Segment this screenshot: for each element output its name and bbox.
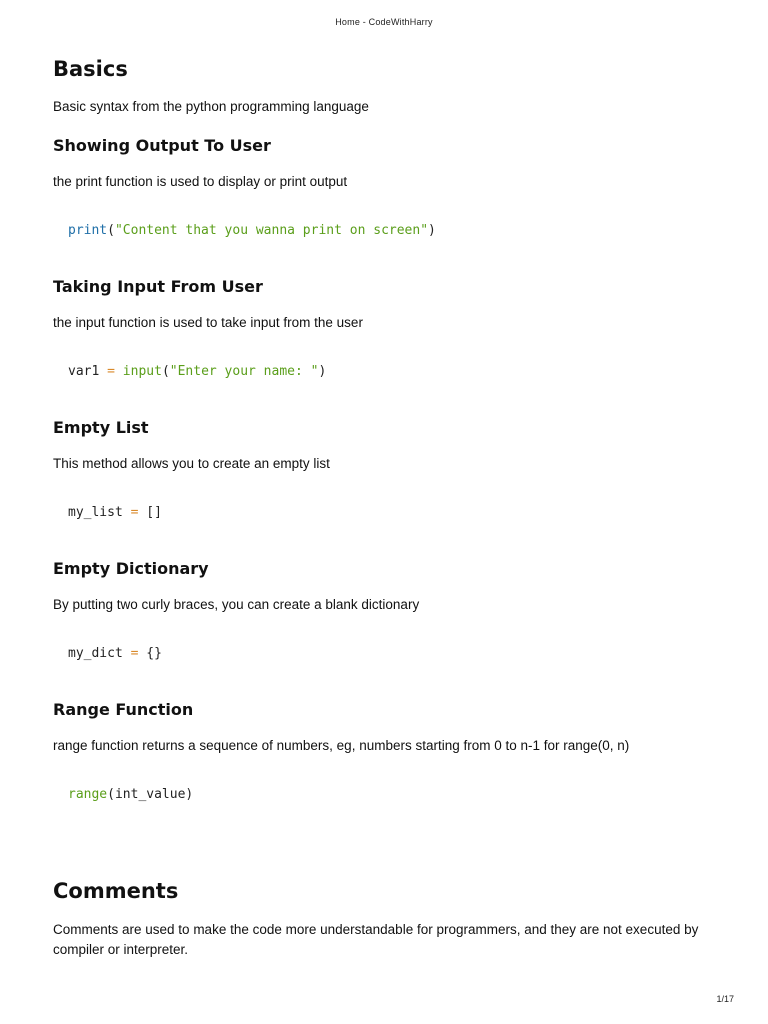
heading-showing-output: Showing Output To User [53, 136, 271, 155]
code-token-string: "Enter your name: " [169, 364, 319, 379]
heading-basics: Basics [53, 57, 128, 81]
basics-intro: Basic syntax from the python programming language [53, 99, 369, 114]
page-header-title: Home - CodeWithHarry [335, 17, 433, 27]
code-range: range(int_value) [68, 787, 194, 802]
code-print: print("Content that you wanna print on screen") [68, 223, 436, 238]
heading-empty-list: Empty List [53, 418, 149, 437]
heading-taking-input: Taking Input From User [53, 277, 263, 296]
empty-dict-description: By putting two curly braces, you can create a blank dictionary [53, 597, 420, 612]
code-token-fn: range [68, 787, 108, 802]
empty-list-description: This method allows you to create an empty list [53, 456, 330, 471]
comments-description: Comments are used to make the code more understandable for programmers, and they are not executed by compiler or interpreter. [53, 922, 699, 957]
code-token-string: "Content that you wanna print on screen" [114, 223, 429, 238]
code-empty-dict: my_dict = {} [68, 646, 162, 661]
code-empty-list: my_list = [] [68, 505, 162, 520]
document-content [53, 54, 733, 960]
code-input: var1 = input("Enter your name: ") [68, 364, 327, 379]
heading-empty-dictionary: Empty Dictionary [53, 559, 209, 578]
heading-comments: Comments [53, 879, 179, 903]
page-number: 1/17 [716, 994, 734, 1004]
heading-range-function: Range Function [53, 700, 194, 719]
input-description: the input function is used to take input from the user [53, 315, 363, 330]
code-token-fn: input [122, 364, 162, 379]
range-description: range function returns a sequence of numbers, eg, numbers starting from 0 to n-1 for range(0, n) [53, 738, 630, 753]
output-description: the print function is used to display or print output [53, 174, 348, 189]
code-token-fn: print [68, 223, 108, 238]
